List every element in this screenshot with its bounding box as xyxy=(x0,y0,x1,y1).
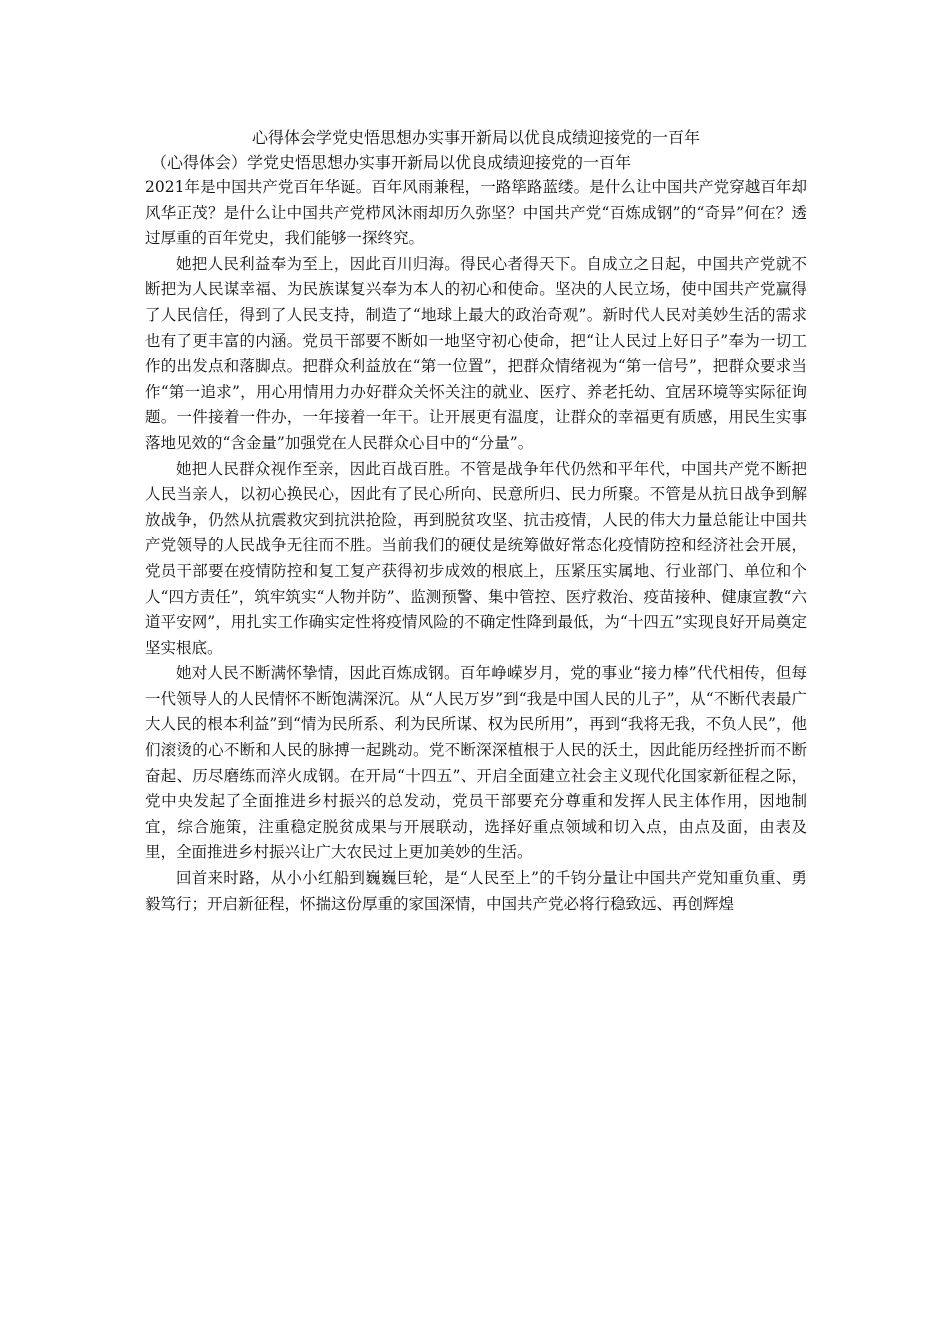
paragraph-5: 回首来时路，从小小红船到巍巍巨轮，是“人民至上”的千钧分量让中国共产党知重负重、勇毅笃行；开启新征程，怀揣这份厚重的家国深情，中国共产党必将行稳致远、再创辉煌 xyxy=(145,869,807,913)
document-title: 心得体会学党史悟思想办实事开新局以优良成绩迎接党的一百年 xyxy=(251,128,700,147)
paragraph-2: 她把人民利益奉为至上，因此百川归海。得民心者得天下。自成立之日起，中国共产党就不断把为人民谋幸福、为民族谋复兴奉为本人的初心和使命。坚决的人民立场，使中国共产党赢得了人民信任，得到了人民支持，制造了“地球上最大的政治奇观”。新时代人民对美妙生活的需求也有了更丰富的内涵。党员干部要不断如一地坚守初心使命，把“让人民过上好日子”奉为一切工作的出发点和落脚点。把群众利益放在“第一位置”，把群众情绪视为“第一信号”，把群众要求当作“第一追求”，用心用情用力办好群众关怀关注的就业、医疗、养老托幼、宜居环境等实际征询题。一件接着一件办，一年接着一年干。让开展更有温度，让群众的幸福更有质感，用民生实事落地见效的“含金量”加强党在人民群众心目中的“分量”。 xyxy=(145,254,807,452)
paragraph-3: 她把人民群众视作至亲，因此百战百胜。不管是战争年代仍然和平年代，中国共产党不断把人民当亲人，以初心换民心，因此有了民心所向、民意所归、民力所聚。不管是从抗日战争到解放战争，仍然从抗震救灾到抗洪抢险，再到脱贫攻坚、抗击疫情，人民的伟大力量总能让中国共产党领导的人民战争无往而不胜。当前我们的硬仗是统筹做好常态化疫情防控和经济社会开展，党员干部要在疫情防控和复工复产获得初步成效的根底上，压紧压实属地、行业部门、单位和个人“四方责任”，筑牢筑实“人物并防”、监测预警、集中管控、医疗救治、疫苗接种、健康宣教“六道平安网”，用扎实工作确实定性将疫情风险的不确定性降到最低，为“十四五”实现良好开局奠定坚实根底。 xyxy=(145,459,807,657)
document-subtitle: （心得体会）学党史悟思想办实事开新局以优良成绩迎接党的一百年 xyxy=(151,153,632,172)
paragraph-1: 2021年是中国共产党百年华诞。百年风雨兼程，一路筚路蓝缕。是什么让中国共产党穿越百年却风华正茂？是什么让中国共产党栉风沐雨却历久弥坚？中国共产党“百炼成钢”的“奇异”何在？透过厚重的百年党史，我们能够一探终究。 xyxy=(145,178,807,248)
paragraph-4: 她对人民不断满怀挚情，因此百炼成钢。百年峥嵘岁月，党的事业“接力棒”代代相传，但每一代领导人的人民情怀不断饱满深沉。从“人民万岁”到“我是中国人民的儿子”，从“不断代表最广大人民的根本利益”到“情为民所系、利为民所谋、权为民所用”，再到“我将无我，不负人民”，他们滚烫的心不断和人民的脉搏一起跳动。党不断深深植根于人民的沃土，因此能历经挫折而不断奋起、历尽磨练而淬火成钢。在开局“十四五”、开启全面建立社会主义现代化国家新征程之际，党中央发起了全面推进乡村振兴的总发动，党员干部要充分尊重和发挥人民主体作用，因地制宜，综合施策，注重稳定脱贫成果与开展联动，选择好重点领域和切入点，由点及面，由表及里，全面推进乡村振兴让广大农民过上更加美妙的生活。 xyxy=(145,664,807,862)
document-page xyxy=(145,125,807,917)
